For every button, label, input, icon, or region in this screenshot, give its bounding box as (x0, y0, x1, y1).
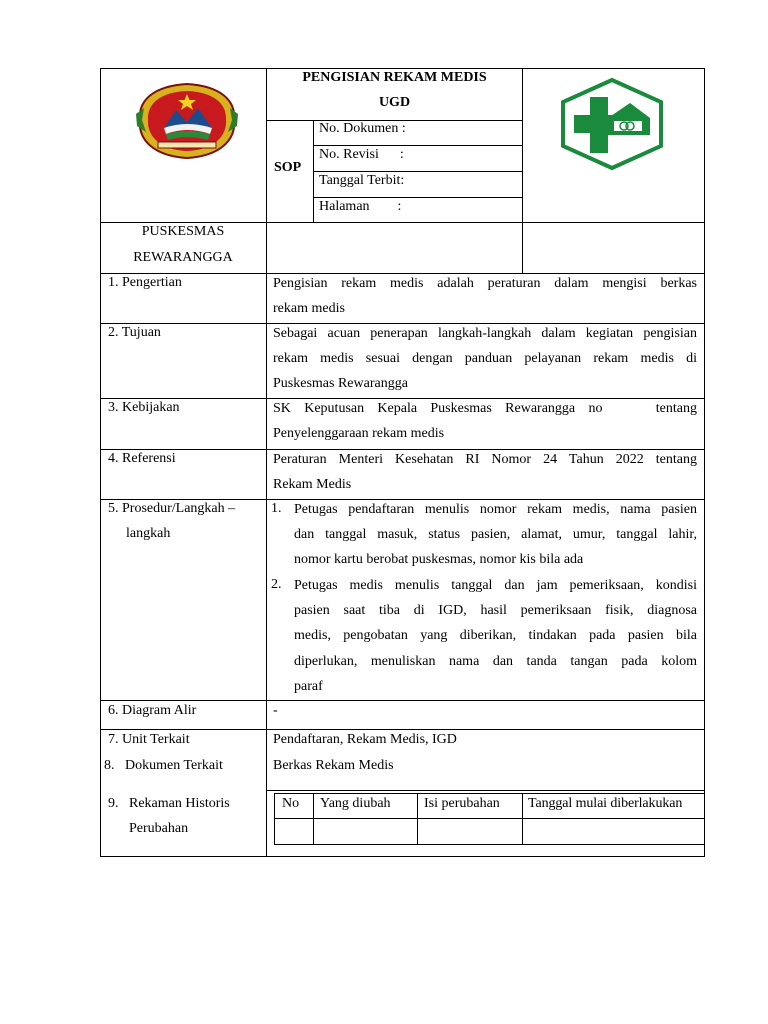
section-label-tujuan: 2. Tujuan (108, 325, 161, 340)
section-label-pengertian: 1. Pengertian (108, 275, 182, 290)
field-halaman: Halaman : (319, 199, 402, 214)
section-label-kebijakan: 3. Kebijakan (108, 400, 180, 415)
text-line: Penyelenggaraan rekam medis (273, 426, 445, 442)
section-label-diagram: 6. Diagram Alir (108, 703, 197, 718)
document-title-line2: UGD (378, 95, 411, 110)
field-no-revisi: No. Revisi : (319, 147, 404, 162)
history-col-header: No (282, 796, 300, 811)
history-col-line (274, 793, 275, 845)
section-label-dokumen: 8. Dokumen Terkait (104, 758, 223, 773)
step-number: 2. (271, 577, 282, 592)
field-tanggal-terbit: Tanggal Terbit: (319, 173, 405, 188)
text-line: Pengisian rekam medis adalah peraturan dalam mengisi berkas (273, 276, 697, 291)
sop-label: SOP (274, 160, 302, 175)
section-content-unit: Pendaftaran, Rekam Medis, IGD (273, 732, 457, 747)
table-border-bottom (100, 856, 705, 857)
section-label-prosedur-cont: langkah (126, 526, 171, 541)
history-col-line (522, 793, 523, 845)
history-col-header: Yang diubah (320, 796, 391, 811)
text-line: rekam medis sesuai dengan panduan pelayanan rekam medis di (273, 351, 697, 367)
text-line: Rekam Medis (273, 477, 352, 493)
section-content-dokumen: Berkas Rekam Medis (273, 758, 394, 773)
procedure-step-1 (294, 497, 697, 573)
text-line: medis, pengobatan yang diberikan, tindakan pada pasien bila (294, 628, 697, 644)
section-label-prosedur: 5. Prosedur/Langkah – (108, 501, 236, 516)
table-border-left (100, 68, 101, 857)
text-line: SK Keputusan Kepala Puskesmas Rewarangga no tentang (273, 401, 697, 416)
text-line: nomor kartu berobat puskesmas, nomor kis bila ada (294, 552, 584, 568)
text-line: Puskesmas Rewarangga (273, 376, 408, 392)
section-label-unit: 7. Unit Terkait (108, 732, 190, 747)
history-col-line (313, 793, 314, 845)
history-col-header: Isi perubahan (424, 796, 500, 811)
section-content-kebijakan (273, 396, 697, 446)
history-table-mid (274, 818, 704, 819)
history-table-bottom (274, 844, 704, 845)
history-col-line (417, 793, 418, 845)
text-line: Sebagai acuan penerapan langkah-langkah dalam kegiatan pengisian (273, 326, 697, 341)
section-label-rekaman-cont: Perubahan (129, 821, 189, 836)
text-line: dan tanggal masuk, status pasien, alamat, umur, tanggal lahir, (294, 527, 697, 543)
text-line: paraf (294, 678, 323, 694)
section-content-diagram: - (273, 703, 278, 718)
column-divider (266, 68, 267, 857)
org-name-line1: PUSKESMAS (141, 224, 225, 239)
field-no-dokumen: No. Dokumen : (319, 121, 406, 136)
procedure-step-2 (294, 573, 697, 699)
regency-emblem-icon (134, 80, 240, 162)
section-label-referensi: 4. Referensi (108, 451, 176, 466)
section-label-rekaman: 9. Rekaman Historis (108, 796, 230, 811)
text-line: Peraturan Menteri Kesehatan RI Nomor 24 Tahun 2022 tentang (273, 452, 697, 467)
section-content-referensi (273, 447, 697, 497)
text-line: rekam medis (273, 301, 345, 317)
history-col-header: Tanggal mulai diberlakukan (528, 796, 683, 811)
section-content-pengertian (273, 271, 697, 321)
text-line: diperlukan, menuliskan nama dan tanda tangan pada kolom (294, 653, 697, 669)
document-title-line1: PENGISIAN REKAM MEDIS (302, 70, 487, 85)
text-line: pasien saat tiba di IGD, hasil pemeriksaan fisik, diagnosa (294, 603, 697, 619)
org-name-line2: REWARANGGA (133, 250, 233, 265)
text-line: Petugas pendaftaran menulis nomor rekam medis, nama pasien (294, 502, 697, 517)
text-line: Petugas medis menulis tanggal dan jam pemeriksaan, kondisi (294, 578, 697, 593)
table-border-right (704, 68, 705, 857)
puskesmas-logo-icon (560, 77, 664, 171)
step-number: 1. (271, 501, 282, 516)
section-content-tujuan (273, 321, 697, 397)
